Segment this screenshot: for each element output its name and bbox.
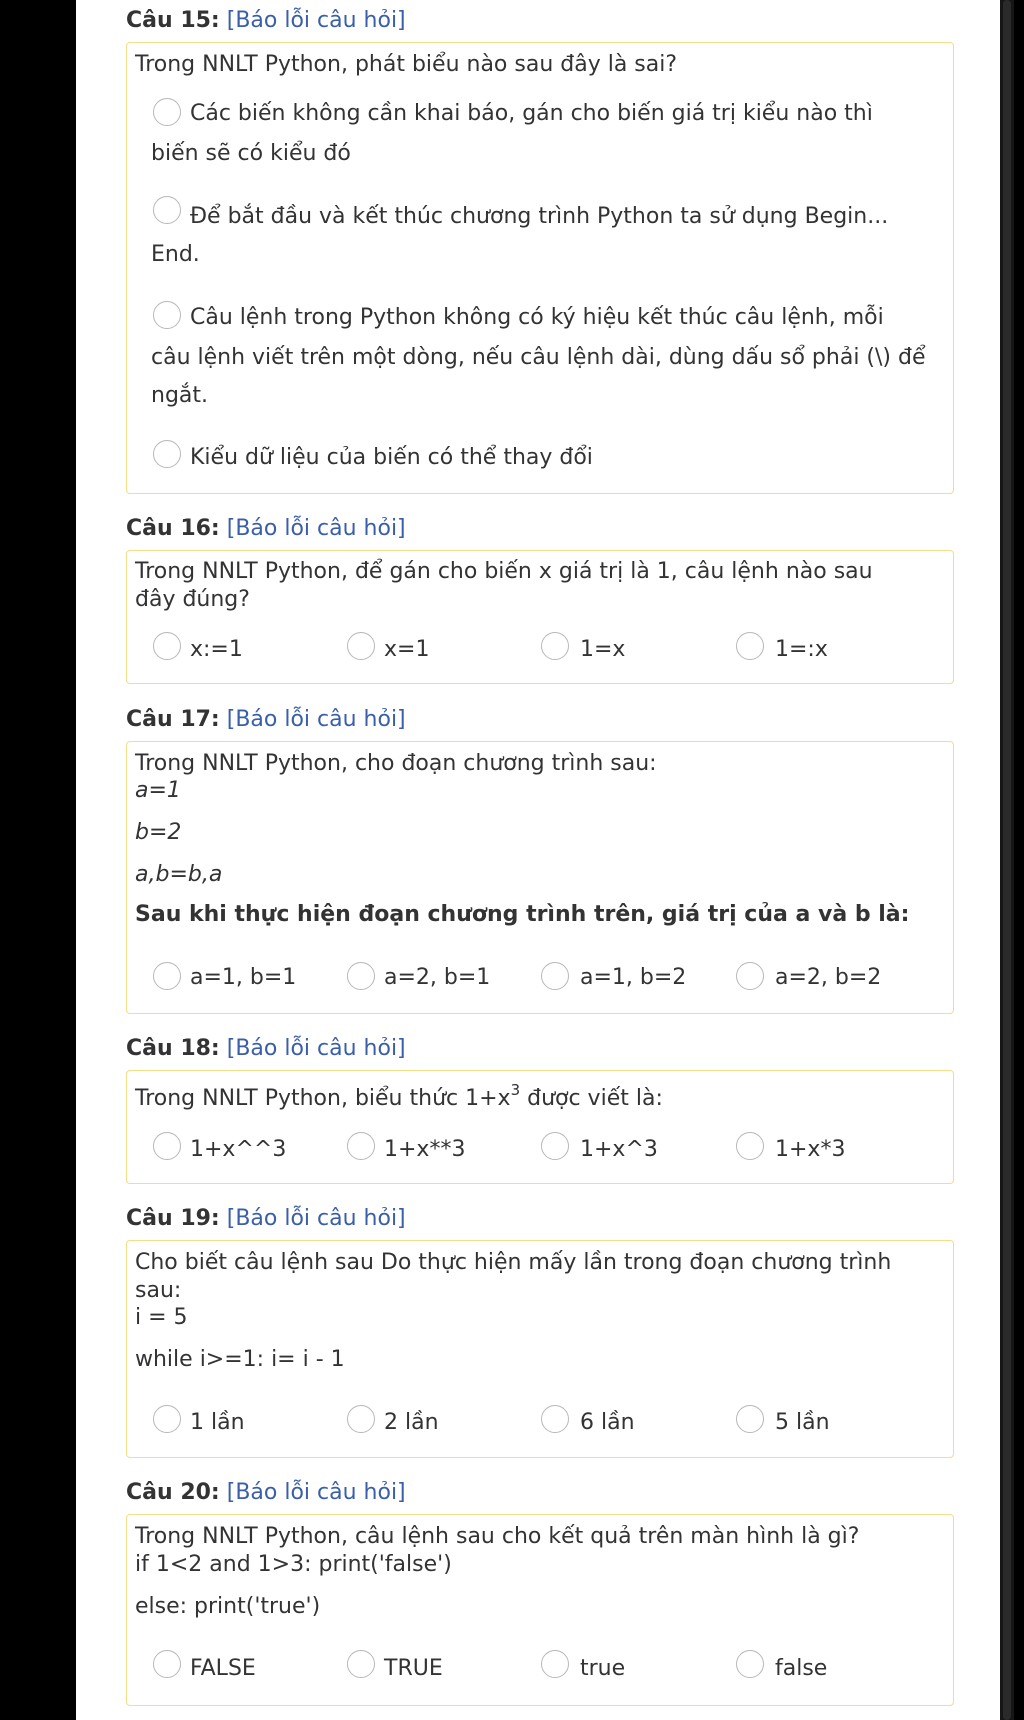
prompt-exponent: 3 [510,1080,521,1099]
question-number: Câu 16: [126,516,220,541]
code-line: a=1 [135,778,181,803]
code-line: else: print('true') [135,1594,321,1619]
question-number: Câu 15: [126,8,220,33]
question-15-header [126,7,406,35]
report-question-link[interactable]: [Báo lỗi câu hỏi] [226,1480,406,1505]
q19-option-2-text: 2 lần [384,1410,439,1435]
q19-option-3-text: 6 lần [580,1410,635,1435]
radio-button[interactable] [153,440,181,468]
code-line: b=2 [135,820,182,845]
question-16-prompt: Trong NNLT Python, để gán cho biến x giá trị là 1, câu lệnh nào sau [135,559,873,584]
radio-button[interactable] [541,1405,569,1433]
q20-option-4-text: false [775,1656,828,1681]
question-20-prompt: Trong NNLT Python, câu lệnh sau cho kết quả trên màn hình là gì? [135,1524,860,1549]
radio-button[interactable] [153,196,181,224]
q20-option-3-text: true [580,1656,626,1681]
radio-button[interactable] [153,301,181,329]
report-question-link[interactable]: [Báo lỗi câu hỏi] [226,1036,406,1061]
report-question-link[interactable]: [Báo lỗi câu hỏi] [226,516,406,541]
question-17-header [126,706,406,734]
question-number: Câu 18: [126,1036,220,1061]
radio-button[interactable] [736,1650,764,1678]
radio-button[interactable] [736,1132,764,1160]
q15-option-1-text: Các biến không cần khai báo, gán cho biến giá trị kiểu nào thì [190,101,873,126]
prompt-text-end: được viết là: [520,1086,663,1111]
question-number: Câu 20: [126,1480,220,1505]
q18-option-4-text: 1+x*3 [775,1137,846,1162]
question-18-header [126,1035,406,1063]
q17-option-1-text: a=1, b=1 [190,965,297,990]
radio-button[interactable] [153,962,181,990]
q15-option-1-text-cont: biến sẽ có kiểu đó [151,141,351,166]
q15-option-2-text-cont: End. [151,242,200,267]
question-16-prompt-cont: đây đúng? [135,587,250,612]
question-19-prompt-cont: sau: [135,1278,182,1303]
q20-option-2-text: TRUE [384,1656,443,1681]
q15-option-3-text-cont2: ngắt. [151,383,209,408]
radio-button[interactable] [153,1650,181,1678]
q16-option-1-text: x:=1 [190,637,243,662]
radio-button[interactable] [347,962,375,990]
question-15-prompt: Trong NNLT Python, phát biểu nào sau đây là sai? [135,52,678,77]
q16-option-2-text: x=1 [384,637,430,662]
report-question-link[interactable]: [Báo lỗi câu hỏi] [226,707,406,732]
q15-option-3-text-cont: câu lệnh viết trên một dòng, nếu câu lệnh dài, dùng dấu sổ phải (\) để [151,345,926,370]
q15-option-3-text: Câu lệnh trong Python không có ký hiệu kết thúc câu lệnh, mỗi [190,305,884,330]
q17-option-2-text: a=2, b=1 [384,965,491,990]
radio-button[interactable] [541,1650,569,1678]
question-18-prompt [135,1080,663,1113]
prompt-text: Trong NNLT Python, biểu thức [135,1086,466,1111]
radio-button[interactable] [541,1132,569,1160]
code-line: while i>=1: i= i - 1 [135,1347,345,1372]
q16-option-4-text: 1=:x [775,637,828,662]
prompt-expression: 1+x [465,1086,511,1111]
radio-button[interactable] [736,962,764,990]
radio-button[interactable] [736,1405,764,1433]
q18-option-2-text: 1+x**3 [384,1137,466,1162]
q18-option-1-text: 1+x^^3 [190,1137,287,1162]
q20-option-1-text: FALSE [190,1656,256,1681]
scrollbar-thumb[interactable] [1003,0,1011,1720]
question-19-header [126,1205,406,1233]
radio-button[interactable] [347,1650,375,1678]
radio-button[interactable] [541,962,569,990]
q15-option-4-text: Kiểu dữ liệu của biến có thể thay đổi [190,445,593,470]
question-20-header [126,1479,406,1507]
radio-button[interactable] [347,1405,375,1433]
q19-option-4-text: 5 lần [775,1410,830,1435]
code-line: i = 5 [135,1305,188,1330]
q15-option-2-text: Để bắt đầu và kết thúc chương trình Python ta sử dụng Begin... [190,204,889,229]
radio-button[interactable] [153,1405,181,1433]
radio-button[interactable] [153,1132,181,1160]
code-line: if 1<2 and 1>3: print('false') [135,1552,452,1577]
q19-option-1-text: 1 lần [190,1410,245,1435]
question-17-prompt: Trong NNLT Python, cho đoạn chương trình sau: [135,751,657,776]
question-17-instruction: Sau khi thực hiện đoạn chương trình trên, giá trị của a và b là: [135,902,910,927]
report-question-link[interactable]: [Báo lỗi câu hỏi] [226,8,406,33]
question-number: Câu 19: [126,1206,220,1231]
question-16-header [126,515,406,543]
radio-button[interactable] [541,632,569,660]
report-question-link[interactable]: [Báo lỗi câu hỏi] [226,1206,406,1231]
radio-button[interactable] [347,1132,375,1160]
q17-option-4-text: a=2, b=2 [775,965,882,990]
question-19-prompt: Cho biết câu lệnh sau Do thực hiện mấy lần trong đoạn chương trình [135,1250,892,1275]
radio-button[interactable] [153,98,181,126]
question-number: Câu 17: [126,707,220,732]
code-line: a,b=b,a [135,862,223,887]
radio-button[interactable] [347,632,375,660]
radio-button[interactable] [153,632,181,660]
q17-option-3-text: a=1, b=2 [580,965,687,990]
q16-option-3-text: 1=x [580,637,626,662]
q18-option-3-text: 1+x^3 [580,1137,658,1162]
radio-button[interactable] [736,632,764,660]
